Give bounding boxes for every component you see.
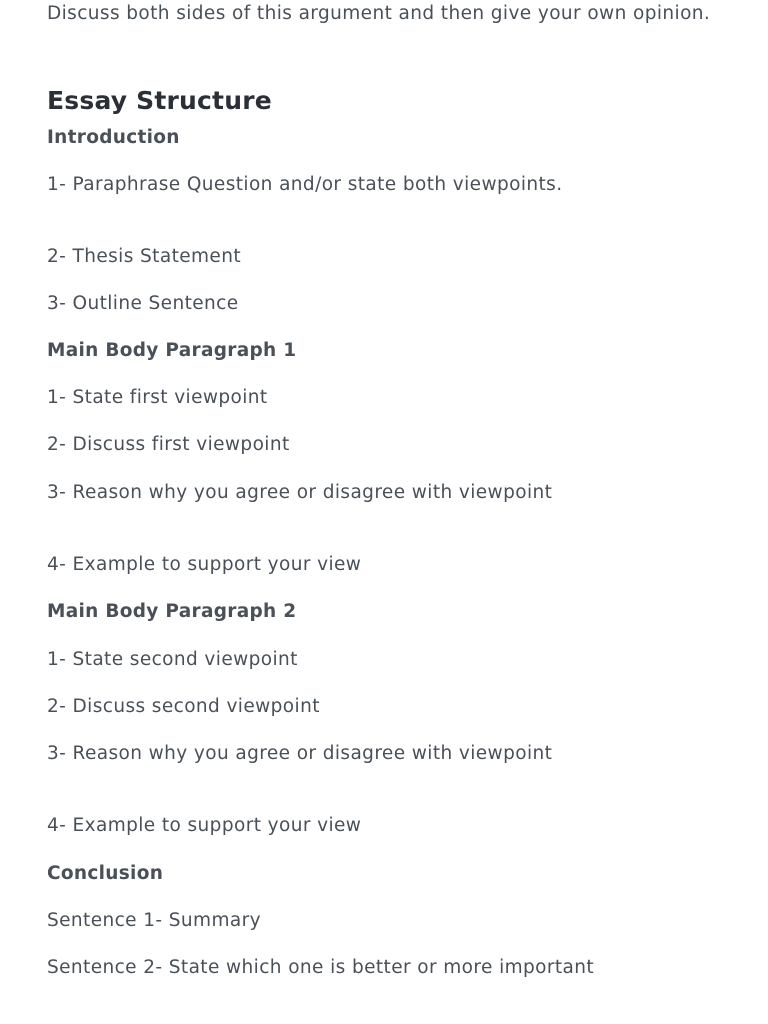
list-item: 1- Paraphrase Question and/or state both viewpoints. xyxy=(47,174,563,195)
section-title: Essay Structure xyxy=(47,86,272,115)
list-item: 1- State first viewpoint xyxy=(47,387,268,408)
list-item: 4- Example to support your view xyxy=(47,815,362,836)
body-paragraph-2-heading: Main Body Paragraph 2 xyxy=(47,601,297,622)
list-item: 3- Outline Sentence xyxy=(47,293,239,314)
introduction-heading: Introduction xyxy=(47,127,180,148)
list-item: Sentence 2- State which one is better or more important xyxy=(47,957,595,978)
list-item: 4- Example to support your view xyxy=(47,554,362,575)
list-item: 2- Discuss second viewpoint xyxy=(47,696,320,717)
task-instruction-text: Discuss both sides of this argument and then give your own opinion. xyxy=(47,3,711,24)
list-item: Sentence 1- Summary xyxy=(47,910,261,931)
body-paragraph-1-heading: Main Body Paragraph 1 xyxy=(47,340,297,361)
list-item: 1- State second viewpoint xyxy=(47,649,298,670)
list-item: 3- Reason why you agree or disagree with viewpoint xyxy=(47,743,553,764)
list-item: 2- Discuss first viewpoint xyxy=(47,434,290,455)
list-item: 3- Reason why you agree or disagree with viewpoint xyxy=(47,482,553,503)
conclusion-heading: Conclusion xyxy=(47,863,164,884)
list-item: 2- Thesis Statement xyxy=(47,246,241,267)
